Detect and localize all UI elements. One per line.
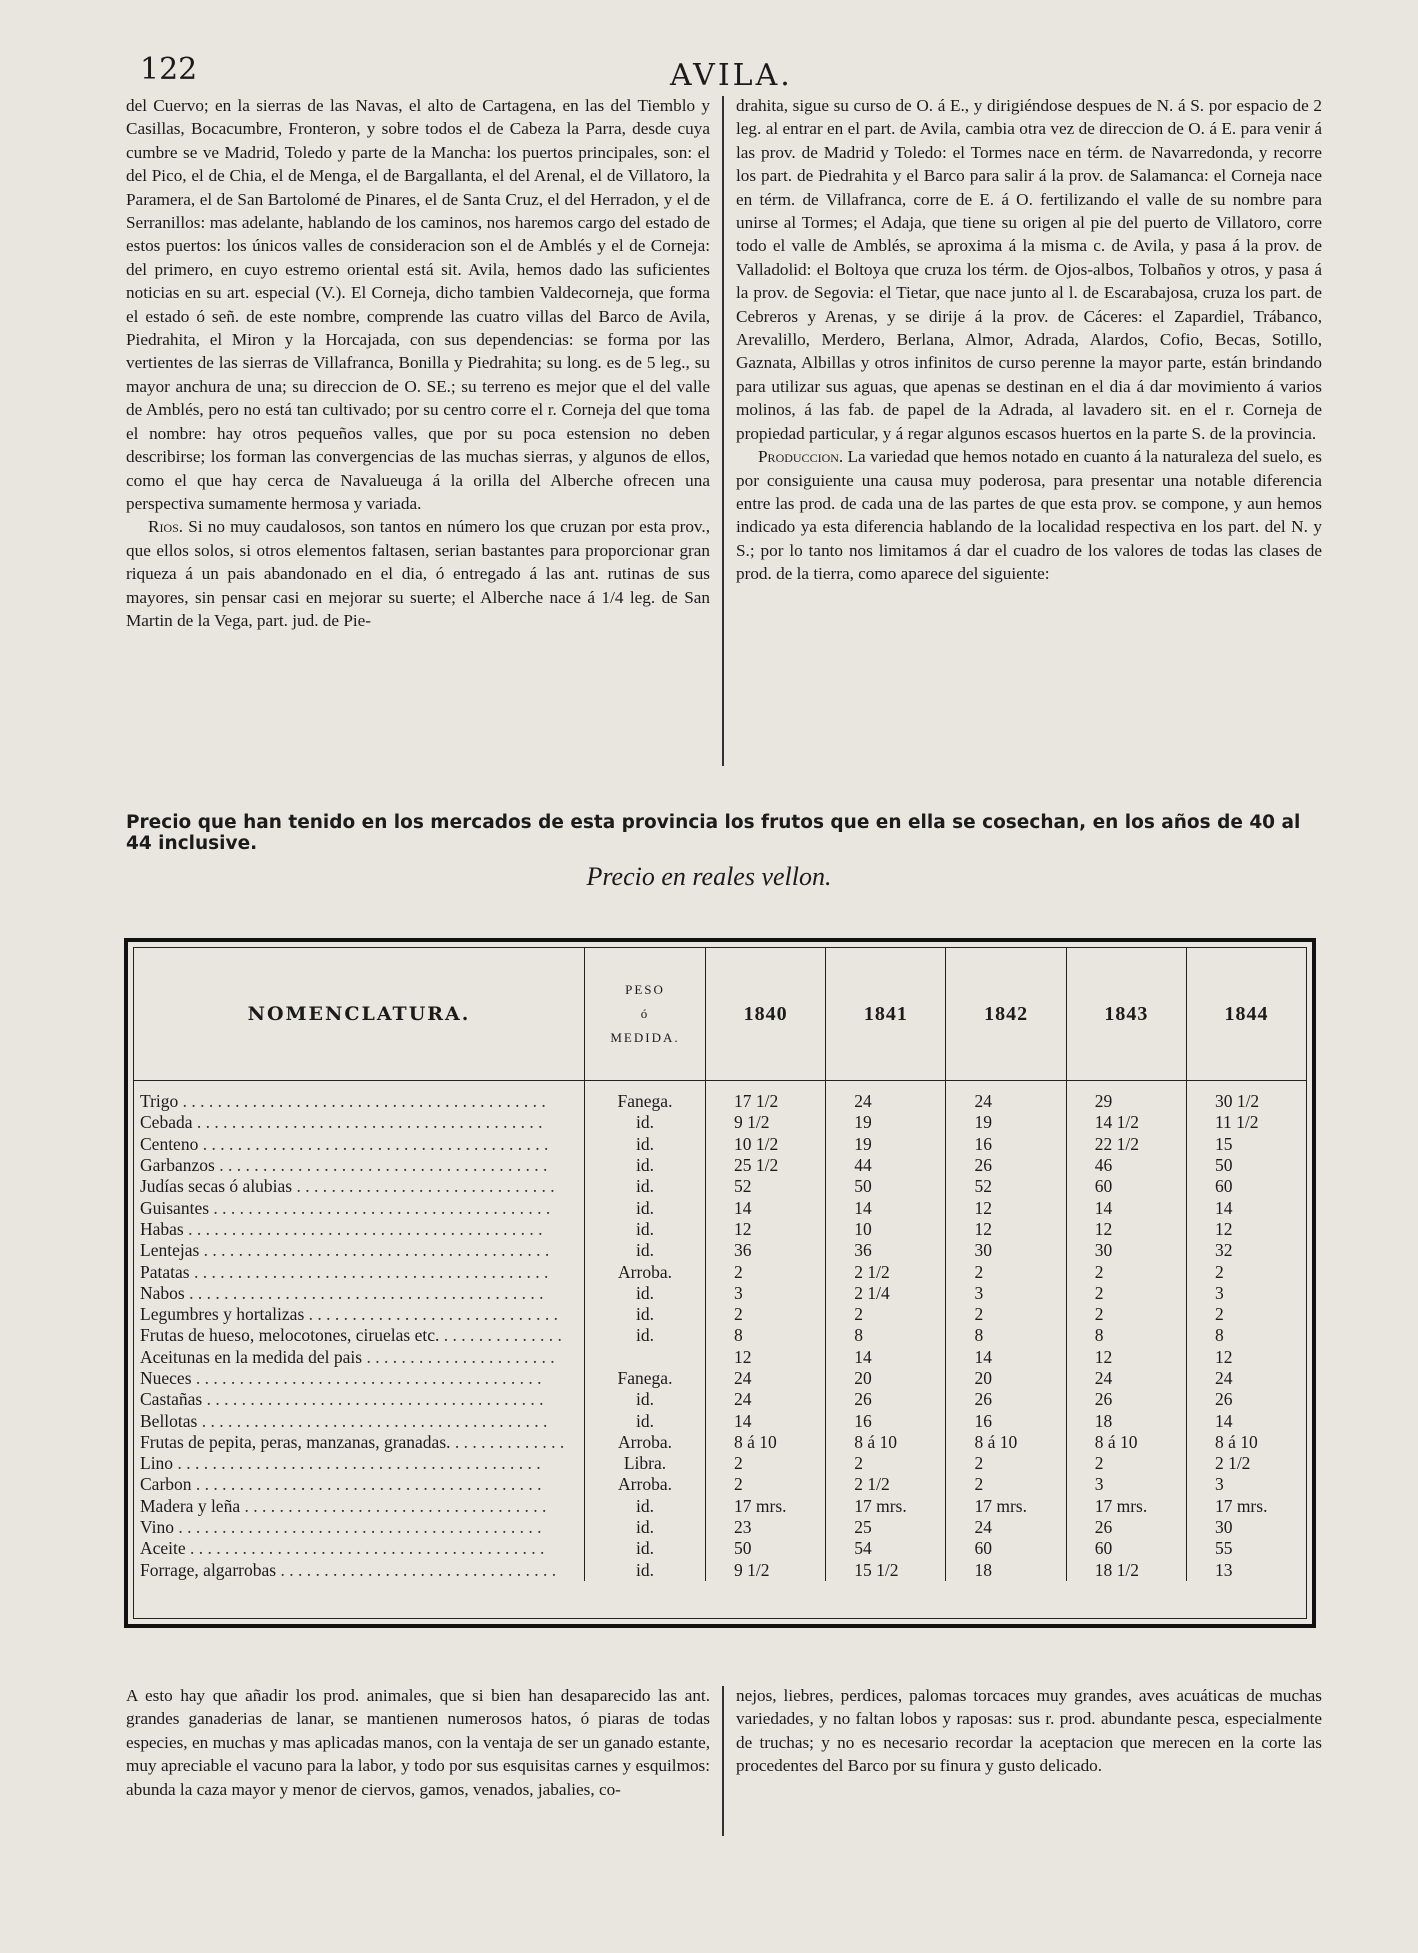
price-cell-1844: 30 1/2 xyxy=(1214,1091,1260,1112)
row-unit: Libra. xyxy=(585,1453,706,1474)
header-year-1844: 1844 xyxy=(1186,948,1306,1081)
table-row xyxy=(134,1517,1306,1538)
table-caption: Precio que han tenido en los mercados de esta provincia los frutos que en ella se cosechan, en los años de 40 al 44 inclusive. xyxy=(126,812,1301,854)
row-unit: id. xyxy=(585,1560,706,1581)
leader-dots: . . . . . . . . . . . . . . . . . . . . . . xyxy=(362,1346,555,1367)
row-unit: id. xyxy=(585,1389,706,1410)
price-cell-1840: 17 1/2 xyxy=(706,1081,826,1113)
price-cell-1842: 18 xyxy=(946,1560,1066,1581)
table-row xyxy=(134,1155,1306,1176)
price-cell-1842: 30 xyxy=(946,1240,1066,1261)
price-cell-1844: 30 xyxy=(1214,1517,1233,1538)
price-cell-1843: 2 xyxy=(1066,1261,1186,1282)
price-cell-1842: 12 xyxy=(946,1197,1066,1218)
leader-dots: . . . . . . . . . . . . . . . . . . . . . . . . . . . . . . . . . . . . . . . . . xyxy=(185,1538,545,1559)
price-cell-1840: 2 xyxy=(706,1453,826,1474)
price-cell-1842: 60 xyxy=(946,1538,1066,1559)
table-row xyxy=(134,1325,1306,1346)
left-paragraph-1: del Cuervo; en la sierras de las Navas, el alto de Cartagena, en las del Tiemblo y Casillas, Bocacumbre, Fronteron, y sobre todos el de Cabeza la Parra, desde cuya cumbre se ve Madrid, Toledo y parte de la Mancha: los puertos principales, son: el del Pico, el de Chia, el de Menga, el de Bargallanta, el del Arenal, el de Villatoro, la Paramera, el de San Bartolomé de Pinares, el de Santa Cruz, el del Herradon, y el de Serranillos: mas adelante, hablando de los caminos, nos haremos cargo del estado de estos puertos: los únicos valles de consideracion son el de Amblés y el de Corneja: del primero, en cuyo estremo oriental está sit. Avila, hemos dado las suficientes noticias en su art. especial (V.). El Corneja, dicho tambien Valdecorneja, que forma el estado ó señ. de este nombre, comprende las cuatro villas del Barco de Avila, Piedrahita, el Miron y la Horcajada, con sus dependencias: se forma por las vertientes de las sierras de Villafranca, Bonilla y Piedrahita; su long. es de 5 leg., su mayor anchura de una; su direccion de O. SE.; su terreno es mejor que el del valle de Amblés, pero no está tan cultivado; por su centro corre el r. Corneja del que toma el nombre: hay otros pequeños valles, que por su poca estension no deben describirse; los forman las convergencias de las muchas sierras, y algunos de ellos, como el que hay cerca de Navalueuga á la orilla del Alberche ofrecen una perspectiva sumamente hermosa y variada. xyxy=(126,96,710,513)
row-product-name xyxy=(134,1304,585,1325)
price-cell-1841: 8 á 10 xyxy=(826,1432,946,1453)
price-cell-1841: 14 xyxy=(826,1197,946,1218)
leader-dots: . . . . . . . . . . . . . . . . . . . . . . . . . . . . . . . . . . . . . . . . . xyxy=(189,1261,549,1282)
price-cell-1844: 14 xyxy=(1214,1410,1233,1431)
product-name: Centeno xyxy=(140,1133,199,1154)
price-cell-1840: 14 xyxy=(706,1197,826,1218)
price-cell-1844: 60 xyxy=(1214,1176,1233,1197)
row-product-name xyxy=(134,1453,585,1474)
price-cell-1843: 22 1/2 xyxy=(1066,1134,1186,1155)
price-cell-1841: 25 xyxy=(826,1517,946,1538)
price-cell-1842: 2 xyxy=(946,1261,1066,1282)
leader-dots: . . . . . . . . . . . . . . . . . . . . . . . . . . . . . . xyxy=(292,1176,555,1197)
price-cell-1840: 8 xyxy=(706,1325,826,1346)
leader-dots: . . . . . . . . . . . . . . . . . . . . . . . . . . . . . . . . . . . . . . . . . . xyxy=(173,1453,541,1474)
price-cell-1840: 17 mrs. xyxy=(706,1496,826,1517)
price-cell-1840: 9 1/2 xyxy=(706,1560,826,1581)
product-name: Lentejas xyxy=(140,1240,200,1261)
leader-dots: . . . . . . . . . . . . . . . . . . . . . . . . . . . . . . . . . . . . . . . . xyxy=(199,1240,550,1261)
price-cell-1841: 8 xyxy=(826,1325,946,1346)
price-cell-1842: 8 xyxy=(946,1325,1066,1346)
table-header-row xyxy=(134,948,1306,1081)
row-unit: id. xyxy=(585,1283,706,1304)
price-cell-1841: 17 mrs. xyxy=(826,1496,946,1517)
leader-dots: . . . . . . . . . . . . . . . . . . . . . . . . . . . . . . . . . . . . . . . . xyxy=(191,1474,542,1495)
price-cell-1842: 52 xyxy=(946,1176,1066,1197)
row-product-name xyxy=(134,1517,585,1538)
row-unit: id. xyxy=(585,1240,706,1261)
table-body xyxy=(134,1081,1306,1581)
price-cell-1840: 50 xyxy=(706,1538,826,1559)
row-product-name xyxy=(134,1538,585,1559)
price-cell-1842: 16 xyxy=(946,1410,1066,1431)
row-product-name xyxy=(134,1134,585,1155)
row-product-name xyxy=(134,1081,585,1113)
table-row xyxy=(134,1240,1306,1261)
product-name: Madera y leña xyxy=(140,1495,241,1516)
row-product-name xyxy=(134,1389,585,1410)
price-cell-1843: 14 1/2 xyxy=(1066,1112,1186,1133)
price-cell-1844: 13 xyxy=(1214,1559,1233,1580)
price-table-inner xyxy=(133,947,1307,1619)
price-cell-1843: 14 xyxy=(1066,1197,1186,1218)
bottom-right-column xyxy=(736,1684,1322,1778)
leader-dots: . . . . . . . . . . . . . . . . . . . . . . . . . . . . . . . . . . . xyxy=(240,1495,547,1516)
leader-dots: . . . . . . . . . . . . . . . . . . . . . . . . . . . . . . . . . . . . . . . . . xyxy=(183,1218,543,1239)
header-peso-line-1: PESO xyxy=(625,982,665,997)
product-name: Cebada xyxy=(140,1112,193,1133)
row-unit: id. xyxy=(585,1410,706,1431)
price-cell-1843: 46 xyxy=(1066,1155,1186,1176)
row-product-name xyxy=(134,1496,585,1517)
table-row xyxy=(134,1219,1306,1240)
row-unit: id. xyxy=(585,1496,706,1517)
product-name: Aceite xyxy=(140,1538,186,1559)
price-cell-1844: 12 xyxy=(1214,1218,1233,1239)
price-cell-1841: 15 1/2 xyxy=(826,1560,946,1581)
price-cell-1844: 55 xyxy=(1214,1538,1233,1559)
product-name: Judías secas ó alubias xyxy=(140,1176,293,1197)
price-cell-1844: 14 xyxy=(1214,1197,1233,1218)
leader-dots: . . . . . . . . . . . . . . . . . . . . . . . . . . . . . . . . . . . . . . . . . xyxy=(184,1282,544,1303)
price-cell-1844: 8 á 10 xyxy=(1214,1431,1258,1452)
price-cell-1841: 26 xyxy=(826,1389,946,1410)
price-cell-1844: 50 xyxy=(1214,1155,1233,1176)
price-cell-1840: 2 xyxy=(706,1304,826,1325)
price-cell-1844: 12 xyxy=(1214,1346,1233,1367)
price-cell-1840: 2 xyxy=(706,1261,826,1282)
row-unit: Fanega. xyxy=(585,1368,706,1389)
price-cell-1842: 26 xyxy=(946,1155,1066,1176)
price-cell-1840: 23 xyxy=(706,1517,826,1538)
product-name: Nueces xyxy=(140,1368,192,1388)
row-unit: id. xyxy=(585,1325,706,1346)
price-cell-1843: 3 xyxy=(1066,1474,1186,1495)
price-cell-1844: 24 xyxy=(1214,1368,1233,1388)
price-cell-1840: 12 xyxy=(706,1347,826,1368)
product-name: Frutas de hueso, melocotones, ciruelas etc. xyxy=(140,1325,440,1346)
price-cell-1841: 36 xyxy=(826,1240,946,1261)
row-unit: id. xyxy=(585,1538,706,1559)
row-unit: id. xyxy=(585,1517,706,1538)
price-cell-1843: 8 xyxy=(1066,1325,1186,1346)
product-name: Legumbres y hortalizas xyxy=(140,1304,305,1325)
table-row xyxy=(134,1410,1306,1431)
right-column xyxy=(736,94,1322,586)
table-row xyxy=(134,1538,1306,1559)
row-unit: id. xyxy=(585,1304,706,1325)
product-name: Forrage, algarrobas xyxy=(140,1559,277,1580)
row-unit xyxy=(585,1347,706,1368)
table-subcaption: Precio en reales vellon. xyxy=(586,862,832,891)
product-name: Bellotas xyxy=(140,1410,198,1431)
header-peso xyxy=(585,948,706,1081)
price-cell-1843: 17 mrs. xyxy=(1066,1496,1186,1517)
product-name: Castañas xyxy=(140,1389,203,1410)
price-cell-1843: 2 xyxy=(1066,1283,1186,1304)
price-cell-1841: 54 xyxy=(826,1538,946,1559)
leader-dots: . . . . . . . . . . . . . . . . . . . . . . . . . . . . . . . . . . . . . . . . . . xyxy=(173,1517,542,1538)
product-name: Habas xyxy=(140,1218,184,1239)
leader-dots: . . . . . . . . . . . . . . . . . . . . . . . . . . . . . . . . . . . . . . . . xyxy=(197,1410,548,1431)
row-product-name xyxy=(134,1368,585,1389)
price-cell-1844: 26 xyxy=(1214,1389,1233,1410)
bottom-left-paragraph: A esto hay que añadir los prod. animales, que si bien han desaparecido las ant. grandes ganaderias de lanar, se mantienen numerosos hatos, ó piaras de todas especies, en muchas y mas aplicadas manos, con la ventaja de ser un ganado estante, muy apreciable el vacuno para la labor, y todo por sus esquisitas carnes y esquilmos: abunda la caza mayor y menor de ciervos, gamos, venados, jabalies, co- xyxy=(126,1686,710,1799)
price-cell-1840: 8 á 10 xyxy=(706,1432,826,1453)
price-cell-1844: 3 xyxy=(1214,1474,1224,1495)
price-cell-1843: 12 xyxy=(1066,1347,1186,1368)
price-cell-1843: 60 xyxy=(1066,1176,1186,1197)
leader-dots: . . . . . . . . . . . . . . xyxy=(439,1325,562,1346)
product-name: Aceitunas en la medida del pais xyxy=(140,1346,363,1367)
price-cell-1843: 12 xyxy=(1066,1219,1186,1240)
price-cell-1844: 2 xyxy=(1214,1304,1224,1325)
price-cell-1841: 10 xyxy=(826,1219,946,1240)
price-cell-1840: 2 xyxy=(706,1474,826,1495)
row-unit: id. xyxy=(585,1197,706,1218)
leader-dots: . . . . . . . . . . . . . . . . . . . . . . . . . . . . . . . . xyxy=(276,1559,557,1580)
price-cell-1843: 18 xyxy=(1066,1410,1186,1431)
row-unit: Arroba. xyxy=(585,1261,706,1282)
row-unit: id. xyxy=(585,1219,706,1240)
leader-dots: . . . . . . . . . . . . . xyxy=(450,1431,565,1452)
price-cell-1844: 2 1/2 xyxy=(1214,1453,1251,1474)
price-cell-1841: 2 xyxy=(826,1453,946,1474)
row-product-name xyxy=(134,1560,585,1581)
price-cell-1841: 24 xyxy=(826,1081,946,1113)
product-name: Guisantes xyxy=(140,1197,210,1218)
table-row xyxy=(134,1453,1306,1474)
price-cell-1843: 8 á 10 xyxy=(1066,1432,1186,1453)
price-cell-1844: 8 xyxy=(1214,1325,1224,1346)
price-cell-1843: 2 xyxy=(1066,1453,1186,1474)
row-product-name xyxy=(134,1410,585,1431)
price-cell-1840: 24 xyxy=(706,1389,826,1410)
row-product-name xyxy=(134,1261,585,1282)
price-cell-1841: 2 xyxy=(826,1304,946,1325)
bottom-column-divider xyxy=(722,1686,724,1836)
row-product-name xyxy=(134,1155,585,1176)
table-row xyxy=(134,1389,1306,1410)
product-name: Nabos xyxy=(140,1282,185,1303)
page-number: 122 xyxy=(140,52,198,87)
row-unit: Fanega. xyxy=(585,1081,706,1113)
row-product-name xyxy=(134,1474,585,1495)
table-row xyxy=(134,1176,1306,1197)
row-unit: id. xyxy=(585,1112,706,1133)
price-cell-1843: 26 xyxy=(1066,1389,1186,1410)
price-cell-1842: 12 xyxy=(946,1219,1066,1240)
row-product-name xyxy=(134,1197,585,1218)
price-cell-1844: 32 xyxy=(1214,1240,1233,1261)
price-cell-1841: 14 xyxy=(826,1347,946,1368)
price-cell-1841: 19 xyxy=(826,1112,946,1133)
product-name: Trigo xyxy=(140,1091,179,1112)
table-row xyxy=(134,1261,1306,1282)
price-table xyxy=(134,948,1306,1581)
price-cell-1844: 11 1/2 xyxy=(1214,1112,1259,1133)
price-cell-1842: 3 xyxy=(946,1283,1066,1304)
price-cell-1843: 26 xyxy=(1066,1517,1186,1538)
price-cell-1841: 2 1/4 xyxy=(826,1283,946,1304)
row-product-name xyxy=(134,1240,585,1261)
row-unit: Arroba. xyxy=(585,1432,706,1453)
page-title: AVILA. xyxy=(670,58,793,93)
product-name: Garbanzos xyxy=(140,1155,215,1176)
price-cell-1841: 44 xyxy=(826,1155,946,1176)
price-cell-1844: 2 xyxy=(1214,1261,1224,1282)
price-cell-1840: 25 1/2 xyxy=(706,1155,826,1176)
header-peso-line-3: MEDIDA. xyxy=(610,1030,680,1045)
price-cell-1840: 24 xyxy=(706,1368,826,1389)
product-name: Patatas xyxy=(140,1261,190,1282)
table-row xyxy=(134,1560,1306,1581)
bottom-left-column xyxy=(126,1684,710,1801)
produccion-heading: Produccion. xyxy=(758,447,844,467)
price-cell-1840: 52 xyxy=(706,1176,826,1197)
price-cell-1844: 3 xyxy=(1214,1282,1224,1303)
table-row xyxy=(134,1197,1306,1218)
product-name: Lino xyxy=(140,1453,174,1474)
table-row xyxy=(134,1081,1306,1113)
price-cell-1841: 16 xyxy=(826,1410,946,1431)
table-row xyxy=(134,1432,1306,1453)
price-cell-1842: 16 xyxy=(946,1134,1066,1155)
row-product-name xyxy=(134,1283,585,1304)
price-cell-1842: 2 xyxy=(946,1453,1066,1474)
row-unit: id. xyxy=(585,1155,706,1176)
price-cell-1842: 24 xyxy=(946,1081,1066,1113)
leader-dots: . . . . . . . . . . . . . . . . . . . . . . . . . . . . . . . . . . . . . . . . . . xyxy=(178,1091,546,1112)
column-divider xyxy=(722,96,724,766)
price-cell-1840: 10 1/2 xyxy=(706,1134,826,1155)
header-year-1843: 1843 xyxy=(1066,948,1186,1081)
price-cell-1842: 2 xyxy=(946,1304,1066,1325)
row-product-name xyxy=(134,1432,585,1453)
row-unit: Arroba. xyxy=(585,1474,706,1495)
price-cell-1843: 60 xyxy=(1066,1538,1186,1559)
leader-dots: . . . . . . . . . . . . . . . . . . . . . . . . . . . . . . . . . . . . . . xyxy=(214,1155,548,1176)
header-peso-line-2: ó xyxy=(640,1006,650,1021)
product-name: Carbon xyxy=(140,1474,192,1495)
leader-dots: . . . . . . . . . . . . . . . . . . . . . . . . . . . . . . . . . . . . . . . xyxy=(209,1197,551,1218)
price-table-frame xyxy=(124,938,1316,1628)
price-cell-1840: 9 1/2 xyxy=(706,1112,826,1133)
header-year-1841: 1841 xyxy=(826,948,946,1081)
product-name: Frutas de pepita, peras, manzanas, granadas. xyxy=(140,1431,451,1452)
leader-dots: . . . . . . . . . . . . . . . . . . . . . . . . . . . . . xyxy=(304,1304,559,1325)
bottom-right-paragraph: nejos, liebres, perdices, palomas torcaces muy grandes, aves acuáticas de muchas variedades, y no faltan lobos y raposas: sus r. prod. abundante pesca, especialmente de truchas; y no es necesario recordar la aceptacion que merecen en la corte las procedentes del Barco por su finura y gusto delicado. xyxy=(736,1686,1322,1776)
table-row xyxy=(134,1112,1306,1133)
price-cell-1843: 30 xyxy=(1066,1240,1186,1261)
price-cell-1841: 20 xyxy=(826,1368,946,1389)
row-product-name xyxy=(134,1219,585,1240)
price-cell-1842: 2 xyxy=(946,1474,1066,1495)
price-cell-1844: 17 mrs. xyxy=(1214,1495,1268,1516)
header-year-1842: 1842 xyxy=(946,948,1066,1081)
table-row xyxy=(134,1134,1306,1155)
leader-dots: . . . . . . . . . . . . . . . . . . . . . . . . . . . . . . . . . . . . . . . . xyxy=(198,1133,549,1154)
price-cell-1840: 36 xyxy=(706,1240,826,1261)
price-cell-1842: 26 xyxy=(946,1389,1066,1410)
row-product-name xyxy=(134,1325,585,1346)
price-cell-1841: 19 xyxy=(826,1134,946,1155)
row-unit: id. xyxy=(585,1176,706,1197)
row-unit: id. xyxy=(585,1134,706,1155)
price-cell-1842: 17 mrs. xyxy=(946,1496,1066,1517)
header-year-1840: 1840 xyxy=(706,948,826,1081)
leader-dots: . . . . . . . . . . . . . . . . . . . . . . . . . . . . . . . . . . . . . . . xyxy=(202,1389,544,1410)
price-cell-1843: 29 xyxy=(1066,1081,1186,1113)
header-nomenclatura: NOMENCLATURA. xyxy=(134,948,585,1081)
price-cell-1842: 8 á 10 xyxy=(946,1432,1066,1453)
table-row xyxy=(134,1474,1306,1495)
table-row xyxy=(134,1283,1306,1304)
left-column xyxy=(126,94,710,632)
rios-heading: Rios. xyxy=(148,517,184,537)
price-cell-1842: 19 xyxy=(946,1112,1066,1133)
price-cell-1841: 50 xyxy=(826,1176,946,1197)
table-row xyxy=(134,1304,1306,1325)
right-paragraph-produccion xyxy=(736,445,1322,585)
price-cell-1842: 24 xyxy=(946,1517,1066,1538)
row-product-name xyxy=(134,1112,585,1133)
price-cell-1842: 20 xyxy=(946,1368,1066,1389)
row-product-name xyxy=(134,1347,585,1368)
table-row xyxy=(134,1496,1306,1517)
price-cell-1843: 2 xyxy=(1066,1304,1186,1325)
left-paragraph-rios xyxy=(126,515,710,632)
price-cell-1841: 2 1/2 xyxy=(826,1261,946,1282)
price-cell-1840: 12 xyxy=(706,1219,826,1240)
row-product-name xyxy=(134,1176,585,1197)
product-name: Vino xyxy=(140,1517,174,1538)
right-paragraph-1: drahita, sigue su curso de O. á E., y dirigiéndose despues de N. á S. por espacio de 2 leg. al entrar en el part. de Avila, cambia otra vez de direccion de O. á E. para venir á las prov. de Madrid y Toledo: el Tormes nace en térm. de Navarredonda, y recorre los part. de Piedrahita y el Barco para salir á la prov. de Salamanca: el Corneja nace en térm. de Villafranca, corre de E. á O. fertilizando el valle de su nombre para unirse al Tormes; el Adaja, que tiene su origen al pie del puerto de Villatoro, corre todo el valle de Amblés, se aproxima á la misma c. de Avila, y pasa á la prov. de Valladolid: el Boltoya que cruza los térm. de Ojos-albos, Tolbaños y otros, y pasa á la prov. de Segovia: el Tietar, que nace junto al l. de Escarabajosa, cruza los part. de Cebreros y Arenas, y se dirije á la prov. de Cáceres: el Zapardiel, Trábanco, Arevalillo, Merdero, Berlana, Almor, Adrada, Alardos, Cofio, Becas, Sotillo, Gaznata, Albillas y otros infinitos de curso perenne la mayor parte, están brindando para utilizar sus aguas, que apenas se destinan en el dia á dar movimiento á varios molinos, á las fab. de papel de la Adrada, al lavadero sit. en el r. Corneja de propiedad particular, y á regar algunos escasos huertos en la parte S. de la provincia. xyxy=(736,96,1322,443)
rios-text: Si no muy caudalosos, son tantos en número los que cruzan por esta prov., que ellos solos, si otros elementos faltasen, serian bastantes para proporcionar gran riqueza á un pais abandonado en el dia, ó entregado á las ant. rutinas de sus mayores, sin pensar casi en mejorar su suerte; el Alberche nace á 1/4 leg. de San Martin de la Vega, part. jud. de Pie- xyxy=(126,517,710,630)
price-cell-1842: 14 xyxy=(946,1347,1066,1368)
leader-dots: . . . . . . . . . . . . . . . . . . . . . . . . . . . . . . . . . . . . . . . . xyxy=(192,1112,543,1133)
price-cell-1843: 18 1/2 xyxy=(1066,1560,1186,1581)
price-cell-1840: 14 xyxy=(706,1410,826,1431)
produccion-text: La variedad que hemos notado en cuanto á la naturaleza del suelo, es por consiguiente una causa muy poderosa, para presentar una notable diferencia entre las prod. de cada una de las partes de que esta prov. se compone, y aun hemos indicado ya esta diferencia hablando de la localidad respectiva en los part. del N. y S.; por lo tanto nos limitamos á dar el cuadro de los valores de todas las clases de prod. de la tierra, como aparece del siguiente: xyxy=(736,447,1322,584)
price-cell-1844: 15 xyxy=(1214,1133,1233,1154)
leader-dots: . . . . . . . . . . . . . . . . . . . . . . . . . . . . . . . . . . . . . . . . xyxy=(191,1368,542,1388)
table-row xyxy=(134,1347,1306,1368)
table-row xyxy=(134,1368,1306,1389)
price-cell-1843: 24 xyxy=(1066,1368,1186,1389)
price-cell-1841: 2 1/2 xyxy=(826,1474,946,1495)
price-cell-1840: 3 xyxy=(706,1283,826,1304)
